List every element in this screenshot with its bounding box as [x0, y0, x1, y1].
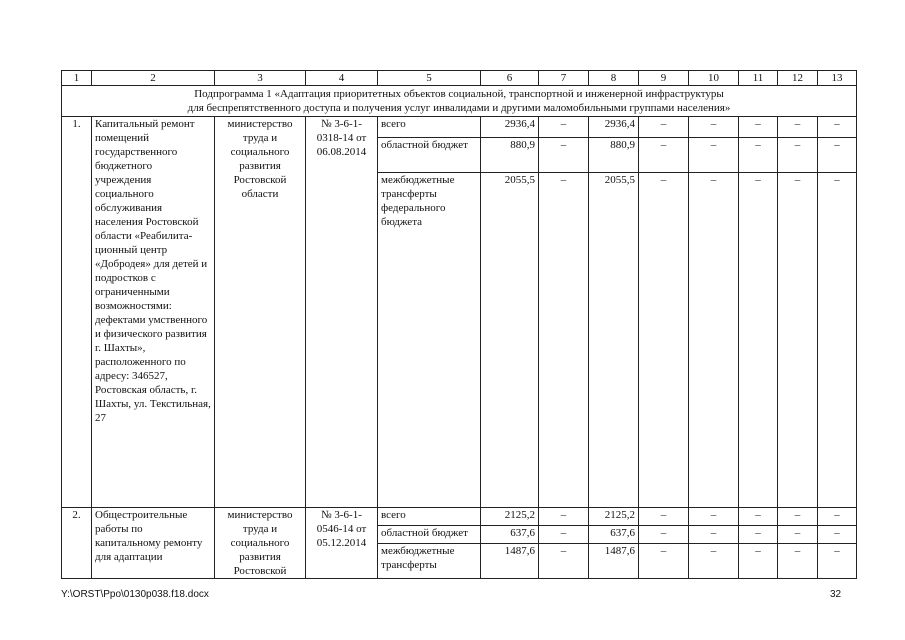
row-number: 2.	[62, 508, 92, 579]
col-header: 7	[539, 71, 589, 86]
program-table	[61, 70, 857, 579]
document-ref: № 3-6-1-0318-14 от 06.08.2014	[306, 117, 378, 508]
value-cell: –	[639, 544, 689, 579]
value-cell: –	[689, 508, 739, 526]
value-cell: –	[818, 544, 857, 579]
col-header: 1	[62, 71, 92, 86]
col-header: 5	[378, 71, 481, 86]
col-header: 11	[739, 71, 778, 86]
value-cell: –	[539, 508, 589, 526]
value-cell: –	[639, 117, 689, 138]
value-cell: –	[739, 117, 778, 138]
value-cell: –	[818, 173, 857, 508]
funding-source: областной бюджет	[378, 526, 481, 544]
value-cell: –	[689, 544, 739, 579]
funding-source: всего	[378, 117, 481, 138]
subprogram-title	[62, 86, 857, 117]
value-cell: 637,6	[481, 526, 539, 544]
object-name: Общестроительные работы по капитальному ремонту для адаптации	[92, 508, 215, 579]
object-name: Капитальный ремонт помещений государственного бюджетного учреждения социального обслуживания населения Ростовской области «Реабилита-ционный центр «Добродея» для детей и подростков с ограниченными возможностями: дефектами умственного и физического развития г. Шахты», расположенного по адресу: 346527, Ростовская область, г. Шахты, ул. Текстильная, 27	[92, 117, 215, 508]
value-cell: –	[818, 508, 857, 526]
value-cell: –	[818, 526, 857, 544]
value-cell: –	[639, 508, 689, 526]
value-cell: 880,9	[481, 138, 539, 173]
value-cell: 2936,4	[589, 117, 639, 138]
value-cell: –	[739, 138, 778, 173]
funding-source: межбюджетные трансферты	[378, 544, 481, 579]
value-cell: –	[818, 138, 857, 173]
value-cell: 2125,2	[481, 508, 539, 526]
col-header: 10	[689, 71, 739, 86]
value-cell: –	[689, 173, 739, 508]
subprogram-row	[62, 86, 857, 117]
value-cell: –	[539, 117, 589, 138]
col-header: 6	[481, 71, 539, 86]
value-cell: 1487,6	[589, 544, 639, 579]
value-cell: –	[778, 117, 818, 138]
subprogram-line-2: для беспрепятственного доступа и получения услуг инвалидами и другими маломобильными группами населения»	[187, 102, 731, 114]
value-cell: 2055,5	[589, 173, 639, 508]
row-number: 1.	[62, 117, 92, 508]
value-cell: –	[739, 173, 778, 508]
value-cell: 2125,2	[589, 508, 639, 526]
value-cell: –	[689, 117, 739, 138]
value-cell: –	[778, 138, 818, 173]
value-cell: –	[539, 526, 589, 544]
value-cell: 2936,4	[481, 117, 539, 138]
value-cell: –	[778, 508, 818, 526]
value-cell: –	[689, 138, 739, 173]
value-cell: –	[778, 544, 818, 579]
funding-source: областной бюджет	[378, 138, 481, 173]
value-cell: 637,6	[589, 526, 639, 544]
page-number: 32	[830, 589, 842, 600]
value-cell: –	[639, 173, 689, 508]
table-row	[62, 117, 857, 138]
value-cell: –	[539, 544, 589, 579]
value-cell: 2055,5	[481, 173, 539, 508]
value-cell: –	[778, 526, 818, 544]
col-header: 3	[215, 71, 306, 86]
executor: министерство труда и социального развития Ростовской	[215, 508, 306, 579]
table-row	[62, 508, 857, 526]
col-header: 12	[778, 71, 818, 86]
value-cell: –	[739, 508, 778, 526]
funding-source: межбюджетные трансферты федерального бюджета	[378, 173, 481, 508]
funding-source: всего	[378, 508, 481, 526]
value-cell: –	[739, 526, 778, 544]
col-header: 13	[818, 71, 857, 86]
value-cell: –	[539, 138, 589, 173]
value-cell: –	[739, 544, 778, 579]
subprogram-line-1: Подпрограмма 1 «Адаптация приоритетных объектов социальной, транспортной и инженерной инфраструктуры	[194, 88, 724, 100]
file-path: Y:\ORST\Ppo\0130p038.f18.docx	[61, 589, 209, 600]
value-cell: 1487,6	[481, 544, 539, 579]
executor: министерство труда и социального развития Ростовской области	[215, 117, 306, 508]
value-cell: –	[539, 173, 589, 508]
header-row	[62, 71, 857, 86]
col-header: 9	[639, 71, 689, 86]
value-cell: –	[689, 526, 739, 544]
col-header: 4	[306, 71, 378, 86]
value-cell: –	[639, 138, 689, 173]
col-header: 8	[589, 71, 639, 86]
value-cell: –	[639, 526, 689, 544]
document-ref: № 3-6-1-0546-14 от 05.12.2014	[306, 508, 378, 579]
col-header: 2	[92, 71, 215, 86]
value-cell: –	[778, 173, 818, 508]
value-cell: 880,9	[589, 138, 639, 173]
value-cell: –	[818, 117, 857, 138]
